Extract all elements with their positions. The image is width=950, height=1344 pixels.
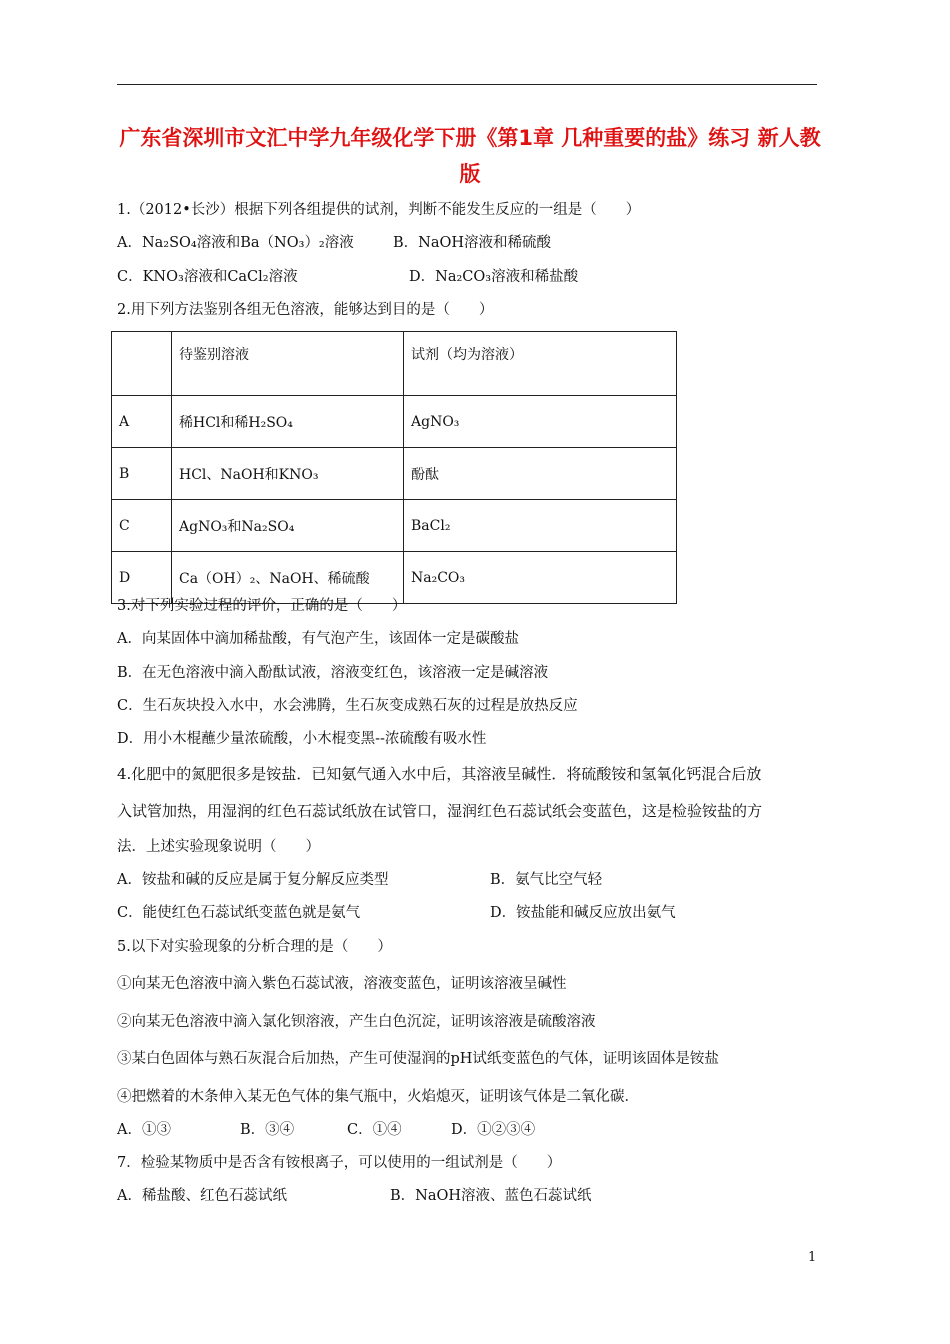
q5-option-c: C．①④ xyxy=(347,1122,402,1138)
table-cell: BaCl₂ xyxy=(404,500,677,552)
table-cell: Ca（OH）₂、NaOH、稀硫酸 xyxy=(172,552,404,604)
q3-stem: 3.对下列实验过程的评价，正确的是（ ） xyxy=(117,598,407,614)
q7-option-a: A．稀盐酸、红色石蕊试纸 xyxy=(117,1188,287,1204)
q5-option-b: B．③④ xyxy=(240,1122,295,1138)
table-row xyxy=(112,396,677,448)
q3-option-b: B．在无色溶液中滴入酚酞试液，溶液变红色，该溶液一定是碱溶液 xyxy=(117,665,549,681)
q3-option-d: D．用小木棍蘸少量浓硫酸，小木棍变黑--浓硫酸有吸水性 xyxy=(117,731,487,747)
q4-option-b: B．氨气比空气轻 xyxy=(490,872,603,888)
table-cell: 稀HCl和稀H₂SO₄ xyxy=(172,396,404,448)
q5-statement-4: ④把燃着的木条伸入某无色气体的集气瓶中，火焰熄灭，证明该气体是二氧化碳． xyxy=(117,1089,639,1105)
q3-option-a: A．向某固体中滴加稀盐酸，有气泡产生，该固体一定是碳酸盐 xyxy=(117,631,519,647)
q4-option-c: C．能使红色石蕊试纸变蓝色就是氨气 xyxy=(117,905,361,921)
q4-option-d: D．铵盐能和碱反应放出氨气 xyxy=(490,905,676,921)
q1-option-a: A．Na₂SO₄溶液和Ba（NO₃）₂溶液 xyxy=(117,235,354,251)
q1-option-c: C．KNO₃溶液和CaCl₂溶液 xyxy=(117,269,298,285)
q5-statement-1: ①向某无色溶液中滴入紫色石蕊试液，溶液变蓝色，证明该溶液呈碱性 xyxy=(117,976,567,992)
header-rule xyxy=(117,84,817,85)
q2-table xyxy=(111,331,677,604)
table-cell: A xyxy=(112,396,172,448)
table-header-cell xyxy=(112,332,172,396)
q7-stem: 7．检验某物质中是否含有铵根离子，可以使用的一组试剂是（ ） xyxy=(117,1155,562,1171)
table-cell: C xyxy=(112,500,172,552)
q4-stem-line-2: 入试管加热，用湿润的红色石蕊试纸放在试管口，湿润红色石蕊试纸会变蓝色，这是检验铵盐的方 xyxy=(117,802,763,820)
q4-option-a: A．铵盐和碱的反应是属于复分解反应类型 xyxy=(117,872,389,888)
page-number: 1 xyxy=(808,1250,817,1265)
table-header-cell: 试剂（均为溶液） xyxy=(404,332,677,396)
table-cell: HCl、NaOH和KNO₃ xyxy=(172,448,404,500)
q1-stem: 1.（2012•长沙）根据下列各组提供的试剂，判断不能发生反应的一组是（ ） xyxy=(117,202,641,218)
q1-option-d: D．Na₂CO₃溶液和稀盐酸 xyxy=(409,269,579,285)
q5-stem: 5.以下对实验现象的分析合理的是（ ） xyxy=(117,939,392,955)
table-header-cell: 待鉴别溶液 xyxy=(172,332,404,396)
table-cell: B xyxy=(112,448,172,500)
q5-statement-3: ③某白色固体与熟石灰混合后加热，产生可使湿润的pH试纸变蓝色的气体，证明该固体是铵盐 xyxy=(117,1051,719,1067)
q4-stem-line-1: 4.化肥中的氮肥很多是铵盐．已知氨气通入水中后，其溶液呈碱性．将硫酸铵和氢氧化钙混合后放 xyxy=(117,765,762,783)
q1-option-b: B．NaOH溶液和稀硫酸 xyxy=(393,235,552,251)
q5-statement-2: ②向某无色溶液中滴入氯化钡溶液，产生白色沉淀，证明该溶液是硫酸溶液 xyxy=(117,1014,596,1030)
table-row xyxy=(112,500,677,552)
table-row xyxy=(112,448,677,500)
table-cell: 酚酞 xyxy=(404,448,677,500)
q5-option-a: A．①③ xyxy=(117,1122,171,1138)
q5-option-d: D．①②③④ xyxy=(451,1122,536,1138)
table-cell: AgNO₃和Na₂SO₄ xyxy=(172,500,404,552)
q3-option-c: C．生石灰块投入水中，水会沸腾，生石灰变成熟石灰的过程是放热反应 xyxy=(117,698,578,714)
document-title: 广东省深圳市文汇中学九年级化学下册《第1章 几种重要的盐》练习 新人教版 xyxy=(119,126,821,186)
q2-stem: 2.用下列方法鉴别各组无色溶液，能够达到目的是（ ） xyxy=(117,302,494,318)
q7-option-b: B．NaOH溶液、蓝色石蕊试纸 xyxy=(390,1188,592,1204)
table-cell: AgNO₃ xyxy=(404,396,677,448)
table-cell: D xyxy=(112,552,172,604)
table-header-row xyxy=(112,332,677,396)
table-cell: Na₂CO₃ xyxy=(404,552,677,604)
q4-stem-line-3: 法．上述实验现象说明（ ） xyxy=(117,839,320,855)
